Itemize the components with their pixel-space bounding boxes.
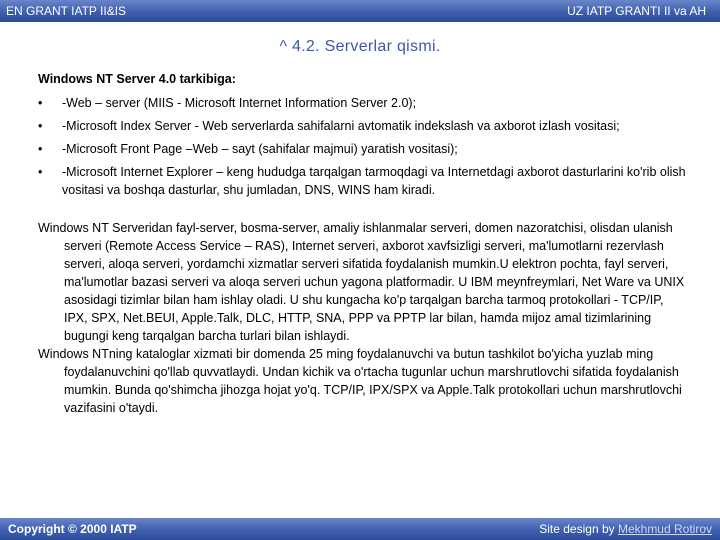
header-left-text: EN GRANT IATP II&IS bbox=[6, 4, 127, 18]
page-title: ^ 4.2. Serverlar qismi. bbox=[279, 38, 441, 55]
list-item bbox=[38, 94, 690, 112]
bullet-icon: • bbox=[38, 119, 43, 133]
paragraph: Windows NT Serveridan fayl-server, bosma-server, amaliy ishlanmalar serveri, domen nazoratchisi, olisdan ulanish serveri (Remote Access Service – RAS), Internet serveri, axborot xavfsizligi serveri, ma'lumotlarni rezervlash serveri, aloqa serveri, yordamchi xizmatlar serveri sifatida foydalanish mumkin.U elektron pochta, fayl serveri, ma'lumotlar bazasi serveri va aloqa serveri uchun yagona platformadir. U IBM meynfreymlari, Net Ware va UNIX asosidagi tizimlar bilan ham ishlay oladi. U shu kungacha ko'p tarqalgan barcha tarmoq protokollari - TCP/IP, IPX, SPX, Net.BEUI, Apple.Talk, DLC, HTTP, SNA, PPP va PPTP lar bilan, hamda mijoz amal tizimlarining bugungi keng tarqalgan barcha turlari bilan ishlaydi. bbox=[38, 221, 685, 343]
design-prefix: Site design by bbox=[539, 522, 618, 536]
bullet-icon: • bbox=[38, 142, 43, 156]
list-item bbox=[38, 140, 690, 158]
bullet-list bbox=[38, 94, 690, 199]
list-item-text: -Web – server (MIIS - Microsoft Internet Information Server 2.0); bbox=[62, 96, 417, 110]
bullet-icon: • bbox=[38, 96, 43, 110]
author-link[interactable]: Mekhmud Rotirov bbox=[617, 522, 712, 536]
paragraph: Windows NTning kataloglar xizmati bir domenda 25 ming foydalanuvchi va butun tashkilot bo'yicha yuzlab ming foydalanuvchini qo'llab quvvatlaydi. Undan kichik va o'rtacha tugunlar uchun marshrutlovchi sifatida foydalanish mumkin. Bunda qo'shimcha jihozga hojat yo'q. TCP/IP, IPX/SPX va Apple.Talk protokollari uchun marshrutlovchi vazifasini o'taydi. bbox=[38, 347, 682, 415]
header-right-text: UZ IATP GRANTI II va AH bbox=[567, 4, 706, 18]
list-item bbox=[38, 117, 690, 135]
footer-bar bbox=[0, 518, 720, 540]
site-design-credit bbox=[539, 518, 712, 540]
copyright-text: Copyright © 2000 IATP bbox=[8, 522, 137, 536]
bullet-icon: • bbox=[38, 165, 43, 179]
main-content bbox=[38, 70, 690, 417]
header-bar bbox=[0, 0, 720, 22]
subheading: Windows NT Server 4.0 tarkibiga: bbox=[38, 72, 236, 86]
list-item-text: -Microsoft Index Server - Web serverlarda sahifalarni avtomatik indekslash va axborot izlash vositasi; bbox=[62, 119, 620, 133]
list-item-text: -Microsoft Front Page –Web – sayt (sahifalar majmui) yaratish vositasi); bbox=[62, 142, 458, 156]
list-item bbox=[38, 163, 690, 199]
list-item-text: -Microsoft Internet Explorer – keng hududga tarqalgan tarmoqdagi va Internetdagi axborot dasturlarini ko'rib olish vositasi va boshqa dasturlar, shu jumladan, DNS, WINS ham kiradi. bbox=[62, 165, 686, 197]
